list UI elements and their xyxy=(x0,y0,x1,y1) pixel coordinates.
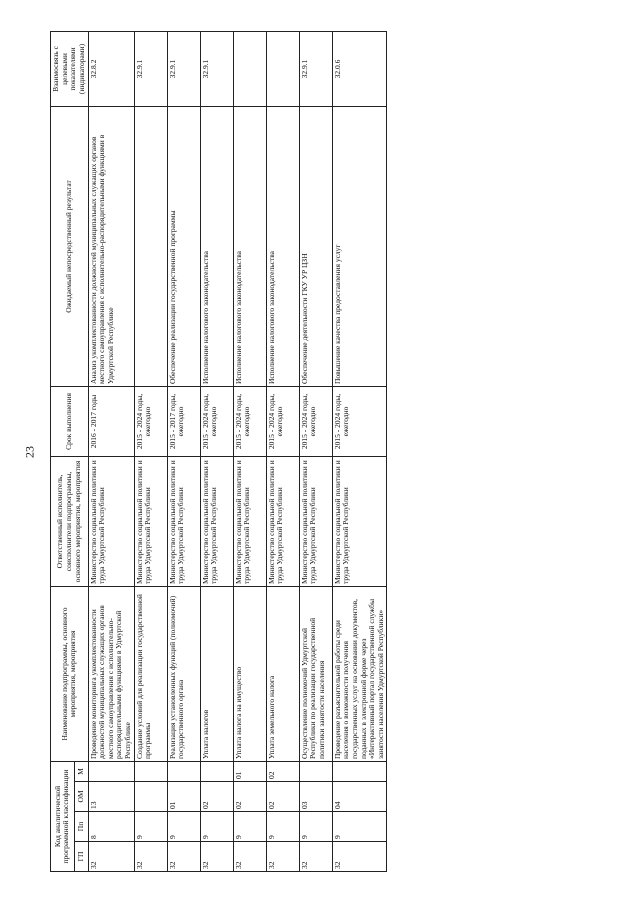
cell-executor: Министерство социальной политики и труда Удмуртской Республики xyxy=(167,456,200,586)
cell-pp: 9 xyxy=(299,812,332,842)
cell-name: Проведение мониторинга укомплектованности должностей муниципальных служащих органов местного самоуправления с исполнительно-распорядительными функциями в Удмуртской Республике xyxy=(88,586,134,761)
cell-term: 2016 - 2017 годы xyxy=(88,386,134,456)
program-table xyxy=(50,31,387,872)
cell-term: 2015 - 2024 годы, ежегодно xyxy=(299,386,332,456)
cell-name: Проведение разъяснительной работы среди населения о возможности получения государственных услуг на основании документов, поданных в электронной форме через «Интерактивный портал государственной службы занятости населения Удмуртской Республики» xyxy=(332,586,387,761)
cell-term: 2015 - 2024 годы, ежегодно xyxy=(200,386,233,456)
cell-link: 32.0.6 xyxy=(332,31,387,106)
cell-m xyxy=(200,761,233,781)
header-code-group: Код аналитической программной классификации xyxy=(51,761,75,871)
header-result: Ожидаемый непосредственный результат xyxy=(51,106,89,386)
cell-pp: 9 xyxy=(233,812,266,842)
cell-name: Реализация установленных функций (полномочий) государственного органа xyxy=(167,586,200,761)
cell-result: Анализ укомплектованности должностей муниципальных служащих органов местного самоуправления с исполнительно-распорядительными функциями в Удмуртской Республике xyxy=(88,106,134,386)
cell-executor: Министерство социальной политики и труда Удмуртской Республики xyxy=(299,456,332,586)
cell-term: 2015 - 2024 годы, ежегодно xyxy=(332,386,387,456)
cell-name: Создание условий для реализации государственной программы xyxy=(134,586,167,761)
cell-om: 02 xyxy=(233,782,266,812)
cell-link xyxy=(233,31,266,106)
cell-m xyxy=(134,761,167,781)
header-executor: Ответственный исполнитель, соисполнители подпрограммы, основного мероприятия, мероприятия xyxy=(51,456,89,586)
cell-gp: 32 xyxy=(332,842,387,872)
cell-executor: Министерство социальной политики и труда Удмуртской Республики xyxy=(266,456,299,586)
cell-result: Обеспечение реализации государственной программы xyxy=(167,106,200,386)
page-number: 23 xyxy=(22,446,37,458)
cell-name: Уплата земельного налога xyxy=(266,586,299,761)
cell-result: Обеспечение деятельности ГКУ УР ЦЗН xyxy=(299,106,332,386)
cell-pp: 9 xyxy=(167,812,200,842)
cell-result xyxy=(134,106,167,386)
cell-pp: 9 xyxy=(134,812,167,842)
cell-link: 32.9.1 xyxy=(200,31,233,106)
header-pp: Пп xyxy=(74,812,88,842)
cell-om: 13 xyxy=(88,782,134,812)
cell-executor: Министерство социальной политики и труда Удмуртской Республики xyxy=(88,456,134,586)
cell-name: Уплата налога на имущество xyxy=(233,586,266,761)
table-row xyxy=(266,31,299,871)
cell-gp: 32 xyxy=(299,842,332,872)
cell-m: 01 xyxy=(233,761,266,781)
rotated-table-container xyxy=(50,32,590,872)
cell-om: 01 xyxy=(167,782,200,812)
cell-gp: 32 xyxy=(266,842,299,872)
table-row xyxy=(167,31,200,871)
cell-pp: 9 xyxy=(266,812,299,842)
cell-result: Повышение качества предоставления услуг xyxy=(332,106,387,386)
cell-pp: 9 xyxy=(200,812,233,842)
header-link: Взаимосвязь с целевыми показателями (индикаторами) xyxy=(51,31,89,106)
cell-link: 32.9.1 xyxy=(167,31,200,106)
cell-name: Уплата налогов xyxy=(200,586,233,761)
cell-om xyxy=(134,782,167,812)
table-row xyxy=(134,31,167,871)
cell-term: 2015 - 2024 годы, ежегодно xyxy=(134,386,167,456)
cell-link: 32.8.2 xyxy=(88,31,134,106)
cell-m: 02 xyxy=(266,761,299,781)
cell-term: 2015 - 2024 годы, ежегодно xyxy=(266,386,299,456)
cell-executor: Министерство социальной политики и труда Удмуртской Республики xyxy=(233,456,266,586)
cell-result: Исполнение налогового законодательства xyxy=(233,106,266,386)
header-om: ОМ xyxy=(74,782,88,812)
header-name: Наименование подпрограммы, основного мероприятия, мероприятия xyxy=(51,586,89,761)
cell-m xyxy=(299,761,332,781)
cell-gp: 32 xyxy=(134,842,167,872)
cell-m xyxy=(332,761,387,781)
cell-result: Исполнение налогового законодательства xyxy=(200,106,233,386)
cell-om: 02 xyxy=(200,782,233,812)
table-row xyxy=(299,31,332,871)
cell-m xyxy=(167,761,200,781)
table-row xyxy=(200,31,233,871)
cell-gp: 32 xyxy=(200,842,233,872)
header-gp: ГП xyxy=(74,842,88,872)
cell-executor: Министерство социальной политики и труда Удмуртской Республики xyxy=(134,456,167,586)
cell-m xyxy=(88,761,134,781)
cell-result: Исполнение налогового законодательства xyxy=(266,106,299,386)
cell-pp: 8 xyxy=(88,812,134,842)
cell-executor: Министерство социальной политики и труда Удмуртской Республики xyxy=(332,456,387,586)
cell-term: 2015 - 2017 годы, ежегодно xyxy=(167,386,200,456)
cell-pp: 9 xyxy=(332,812,387,842)
cell-om: 03 xyxy=(299,782,332,812)
cell-link: 32.9.1 xyxy=(299,31,332,106)
cell-term: 2015 - 2024 годы, ежегодно xyxy=(233,386,266,456)
cell-link: 32.9.1 xyxy=(134,31,167,106)
header-m: М xyxy=(74,761,88,781)
cell-om: 02 xyxy=(266,782,299,812)
cell-link xyxy=(266,31,299,106)
header-term: Срок выполнения xyxy=(51,386,89,456)
table-row xyxy=(233,31,266,871)
table-row xyxy=(332,31,387,871)
cell-name: Осуществление полномочий Удмуртской Республики по реализации государственной политики занятости населения xyxy=(299,586,332,761)
table-row xyxy=(88,31,134,871)
cell-om: 04 xyxy=(332,782,387,812)
cell-executor: Министерство социальной политики и труда Удмуртской Республики xyxy=(200,456,233,586)
cell-gp: 32 xyxy=(233,842,266,872)
cell-gp: 32 xyxy=(167,842,200,872)
cell-gp: 32 xyxy=(88,842,134,872)
